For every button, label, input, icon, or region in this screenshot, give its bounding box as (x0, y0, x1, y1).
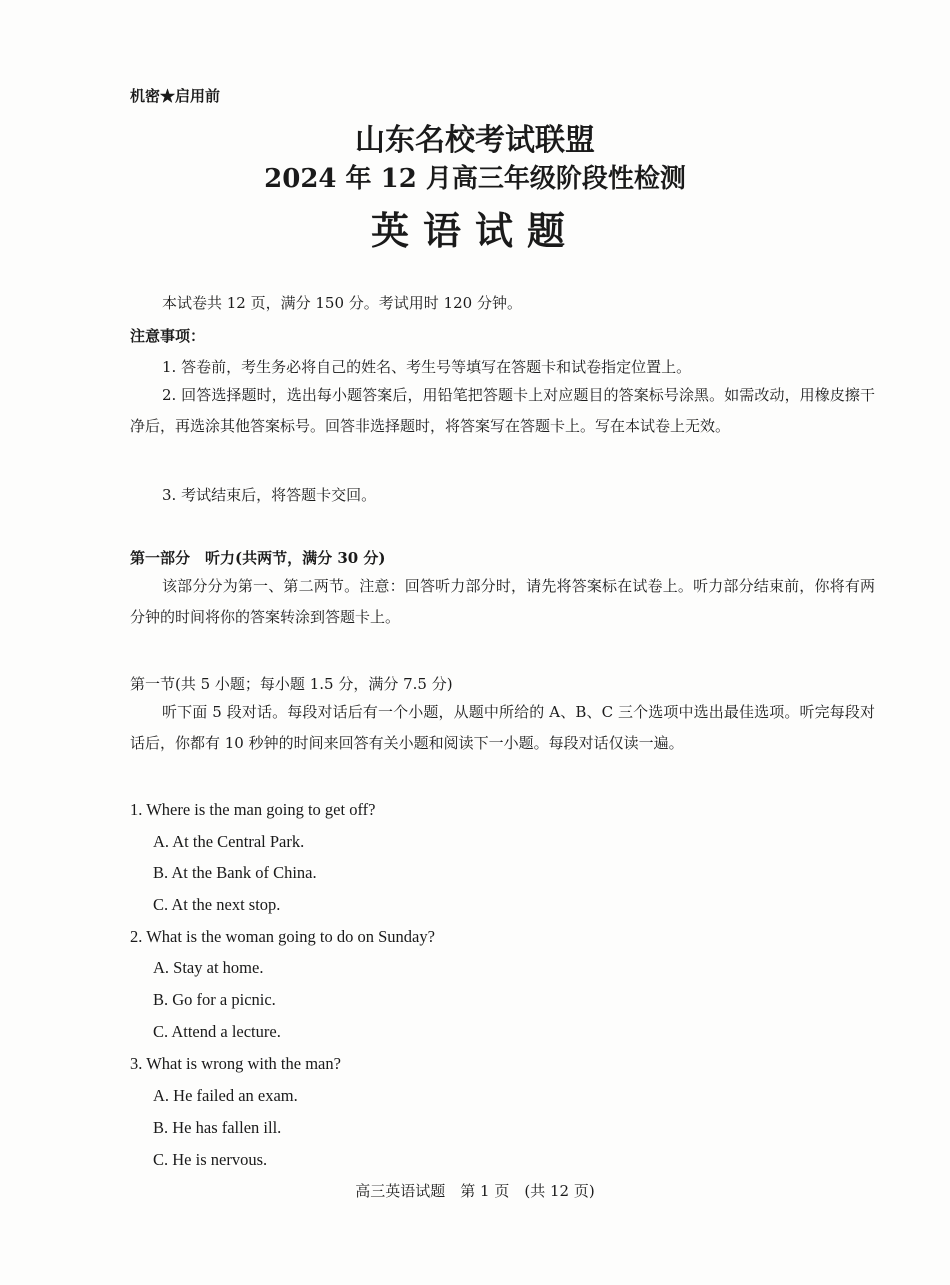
question-1-option-a: A. At the Central Park. (153, 832, 305, 851)
notes-heading: 注意事项： (130, 327, 206, 345)
question-number: 2. (130, 927, 143, 946)
section1-heading: 第一节(共 5 小题；每小题 1.5 分，满分 7.5 分) (130, 675, 453, 693)
exam-alliance-title: 山东名校考试联盟 (355, 123, 595, 158)
note-2: 2. 回答选择题时，选出每小题答案后，用铅笔把答题卡上对应题目的答案标号涂黑。如需改动，用橡皮擦干净后，再选涂其他答案标号。回答非选择题时，将答案写在答题卡上。写在本试卷上无效。 (130, 386, 875, 435)
part1-instructions: 该部分分为第一、第二两节。注意：回答听力部分时，请先将答案标在试卷上。听力部分结束前，你将有两分钟的时间将你的答案转涂到答题卡上。 (130, 577, 875, 626)
question-2-option-a: A. Stay at home. (153, 958, 264, 977)
part1-heading: 第一部分 听力(共两节，满分 30 分) (130, 549, 386, 567)
question-1 (130, 800, 375, 820)
exam-date-title: 2024 年 12 月高三年级阶段性检测 (264, 164, 686, 194)
subject-title: 英语试题 (370, 208, 579, 253)
question-3-option-c: C. He is nervous. (153, 1150, 268, 1169)
confidential-label: 机密★启用前 (130, 87, 221, 105)
question-2-option-c: C. Attend a lecture. (153, 1022, 281, 1041)
question-text: What is the woman going to do on Sunday? (146, 927, 435, 946)
question-number: 1. (130, 800, 143, 819)
question-3-option-b: B. He has fallen ill. (153, 1118, 282, 1137)
exam-summary: 本试卷共 12 页，满分 150 分。考试用时 120 分钟。 (162, 294, 522, 312)
note-3: 3. 考试结束后，将答题卡交回。 (162, 486, 377, 504)
question-2 (130, 927, 435, 947)
question-number: 3. (130, 1054, 143, 1073)
question-1-option-b: B. At the Bank of China. (153, 863, 317, 882)
section1-instructions: 听下面 5 段对话。每段对话后有一个小题，从题中所给的 A、B、C 三个选项中选出最佳选项。听完每段对话后，你都有 10 秒钟的时间来回答有关小题和阅读下一小题。每段对话仅读一遍。 (130, 703, 875, 752)
page-footer: 高三英语试题 第 1 页 (共 12 页) (355, 1182, 595, 1200)
note-1: 1. 答卷前，考生务必将自己的姓名、考生号等填写在答题卡和试卷指定位置上。 (162, 358, 692, 376)
question-2-option-b: B. Go for a picnic. (153, 990, 276, 1009)
question-3-option-a: A. He failed an exam. (153, 1086, 298, 1105)
question-1-option-c: C. At the next stop. (153, 895, 281, 914)
question-text: Where is the man going to get off? (146, 800, 376, 819)
question-3 (130, 1054, 341, 1074)
question-text: What is wrong with the man? (146, 1054, 341, 1073)
